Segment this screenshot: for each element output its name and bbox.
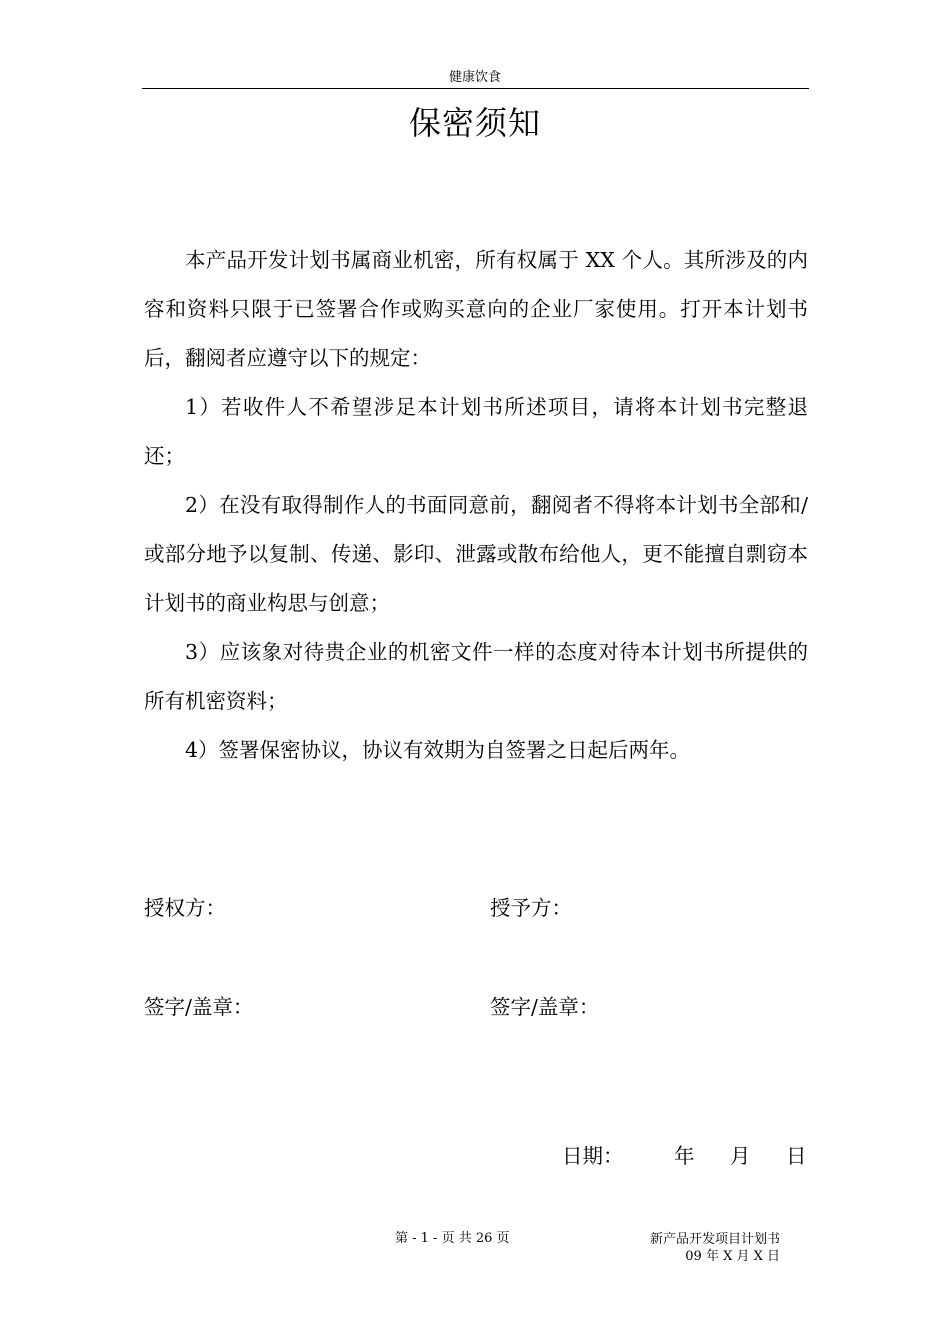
grantee-sign-label: 签字/盖章： xyxy=(490,995,600,1019)
intro-paragraph: 本产品开发计划书属商业机密，所有权属于 XX 个人。其所涉及的内容和资料只限于已签署合作或购买意向的企业厂家使用。打开本计划书后，翻阅者应遵守以下的规定： xyxy=(144,248,808,370)
footer-page-number: 第 - 1 - 页 共 26 页 xyxy=(395,1231,510,1246)
date-month-label: 月 xyxy=(730,1144,751,1168)
footer-doc-date: 09 年 X 月 X 日 xyxy=(685,1249,780,1264)
date-label: 日期： xyxy=(562,1144,624,1168)
grantor-sign-label: 签字/盖章： xyxy=(144,995,254,1019)
date-day-label: 日 xyxy=(786,1144,807,1168)
rule-2-paragraph: 2）在没有取得制作人的书面同意前，翻阅者不得将本计划书全部和/或部分地予以复制、传递、影印、泄露或散布给他人，更不能擅自剽窃本计划书的商业构思与创意； xyxy=(144,493,808,615)
date-year-label: 年 xyxy=(674,1144,695,1168)
rule-3-paragraph: 3）应该象对待贵企业的机密文件一样的态度对待本计划书所提供的所有机密资料； xyxy=(144,640,808,713)
header-rule xyxy=(142,88,809,89)
rule-4-paragraph: 4）签署保密协议，协议有效期为自签署之日起后两年。 xyxy=(185,738,691,762)
page-header: 健康饮食 xyxy=(448,70,501,85)
grantor-label: 授权方： xyxy=(144,896,226,920)
page-title: 保密须知 xyxy=(408,104,541,142)
footer-doc-info xyxy=(620,1231,780,1265)
rule-1-paragraph: 1）若收件人不希望涉足本计划书所述项目，请将本计划书完整退还； xyxy=(144,395,808,468)
footer-doc-title: 新产品开发项目计划书 xyxy=(649,1232,780,1247)
grantee-label: 授予方： xyxy=(490,896,572,920)
